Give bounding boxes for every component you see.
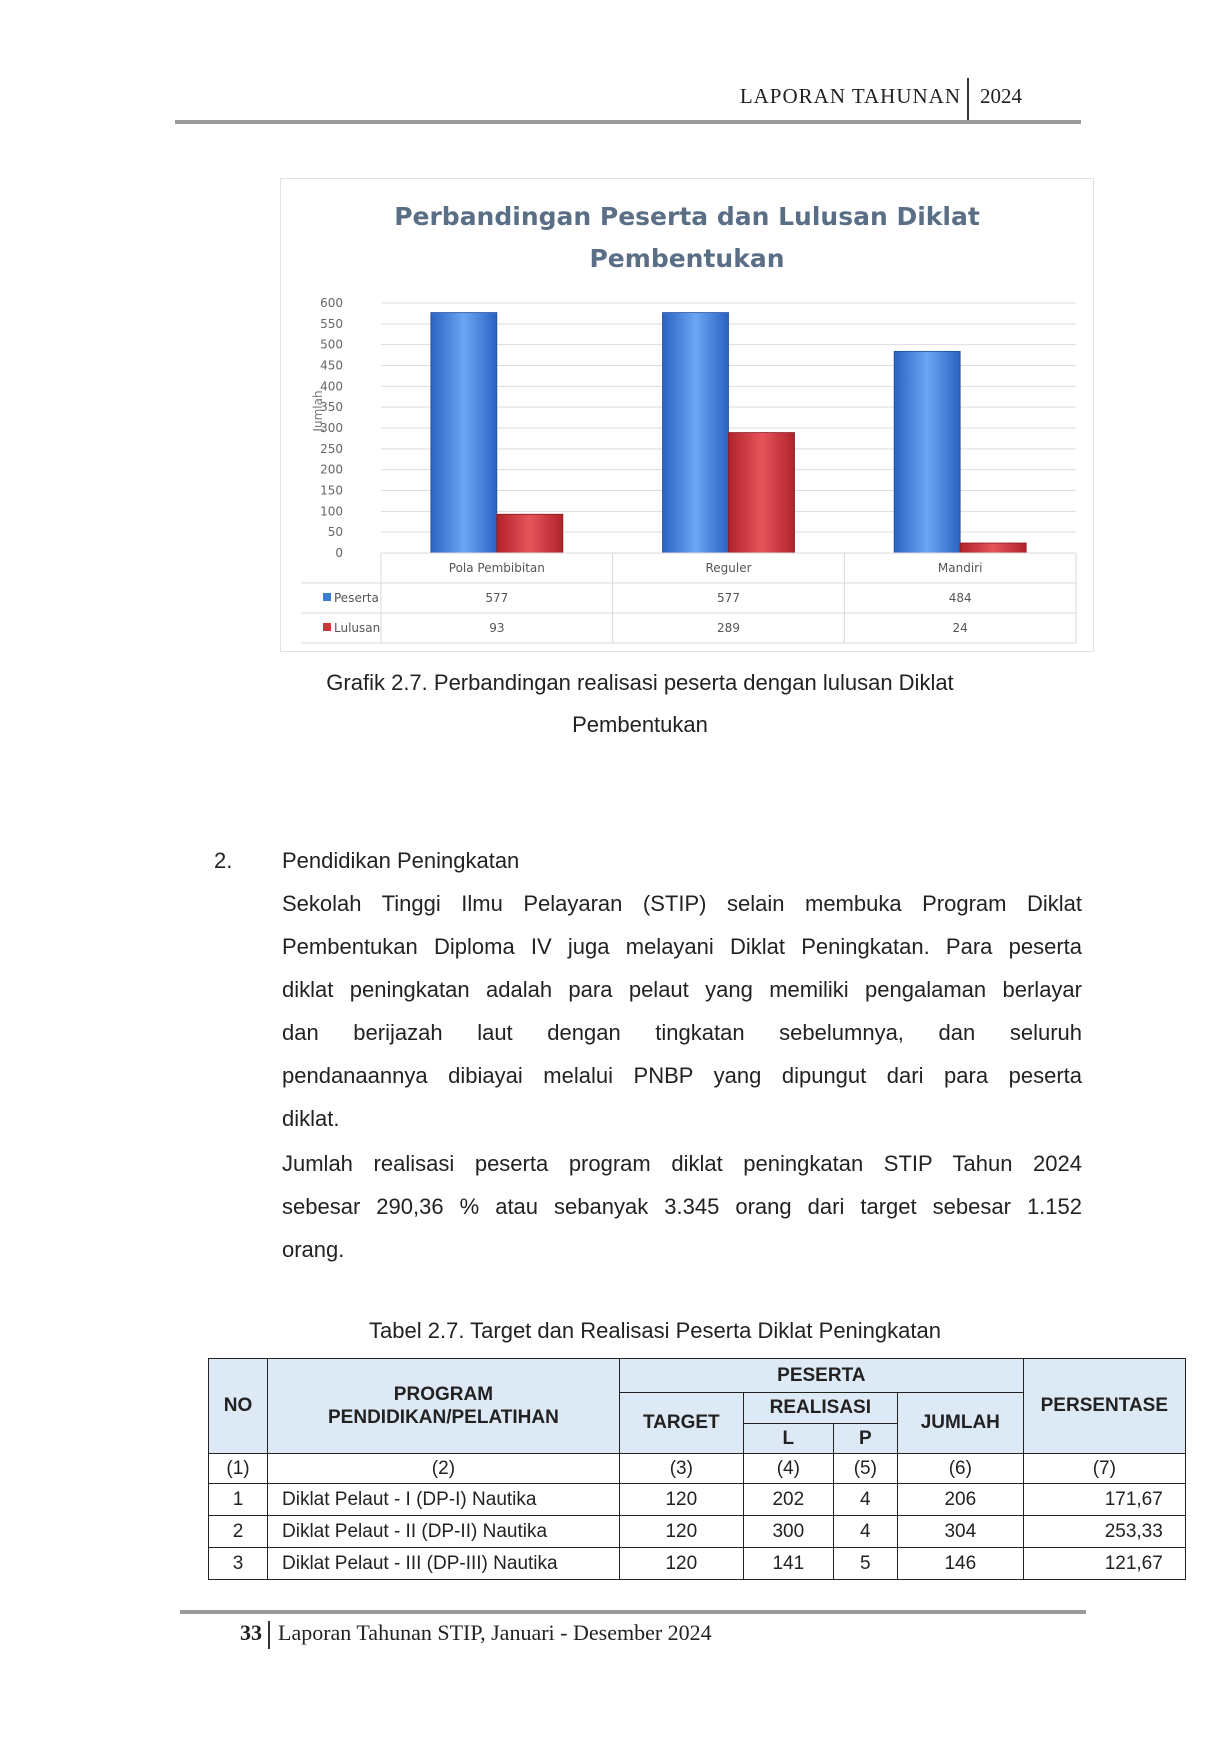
table-row — [209, 1516, 1186, 1548]
header-target: TARGET — [619, 1393, 743, 1454]
table-row — [209, 1548, 1186, 1580]
cell-jumlah: 206 — [897, 1484, 1023, 1516]
cell-program: Diklat Pelaut - II (DP-II) Nautika — [268, 1516, 620, 1548]
y-tick-label: 50 — [327, 525, 343, 540]
cell-no: 2 — [209, 1516, 268, 1548]
legend-key-peserta — [323, 593, 331, 601]
y-tick-label: 450 — [320, 358, 343, 373]
header-program-label: PROGRAM PENDIDIKAN/PELATIHAN — [328, 1384, 559, 1428]
cell-l: 141 — [743, 1548, 833, 1580]
cell-p: 4 — [833, 1516, 897, 1548]
cell-persentase: 253,33 — [1023, 1516, 1185, 1548]
cell-persentase: 171,67 — [1023, 1484, 1185, 1516]
bar-lulusan — [960, 543, 1026, 553]
y-tick-label: 550 — [320, 316, 343, 331]
legend-label: Peserta — [334, 591, 379, 605]
category-label: Pola Pembibitan — [448, 561, 545, 575]
legend-label: Lulusan — [334, 621, 381, 635]
paragraph-line: diklat peningkatan adalah para pelaut yang memiliki pengalaman berlayar — [282, 977, 1082, 1002]
paragraph-line: pendanaannya dibiayai melalui PNBP yang dipungut dari para peserta — [282, 1063, 1082, 1088]
paragraph-line: orang. — [282, 1237, 345, 1262]
cell-p: 4 — [833, 1484, 897, 1516]
y-tick-label: 250 — [320, 441, 343, 456]
data-label: 289 — [717, 621, 740, 635]
cell-jumlah: 146 — [897, 1548, 1023, 1580]
figure-caption-line1: Grafik 2.7. Perbandingan realisasi peserta dengan lulusan Diklat — [326, 670, 954, 695]
category-label: Reguler — [705, 561, 752, 575]
legend-key-lulusan — [323, 623, 331, 631]
header-realisasi: REALISASI — [743, 1393, 897, 1424]
col-number: (1) — [209, 1454, 268, 1484]
header-divider — [967, 78, 969, 122]
cell-target: 120 — [619, 1548, 743, 1580]
col-number: (4) — [743, 1454, 833, 1484]
bar-peserta — [663, 313, 729, 553]
cell-jumlah: 304 — [897, 1516, 1023, 1548]
cell-target: 120 — [619, 1484, 743, 1516]
paragraph-line: sebesar 290,36 % atau sebanyak 3.345 orang dari target sebesar 1.152 — [282, 1194, 1082, 1219]
bar-chart — [281, 179, 1093, 651]
header-peserta: PESERTA — [619, 1359, 1023, 1393]
page-header — [175, 78, 1081, 122]
col-number: (3) — [619, 1454, 743, 1484]
chart-title-line1: Perbandingan Peserta dan Lulusan Diklat — [394, 202, 980, 231]
data-label: 577 — [485, 591, 509, 605]
category-label: Mandiri — [937, 561, 983, 575]
y-tick-label: 400 — [320, 379, 343, 394]
header-persentase: PERSENTASE — [1023, 1359, 1185, 1454]
header-l: L — [743, 1424, 833, 1454]
figure-caption-line2: Pembentukan — [572, 712, 708, 737]
cell-l: 300 — [743, 1516, 833, 1548]
paragraph-line: diklat. — [282, 1106, 340, 1131]
data-label: 93 — [489, 621, 505, 635]
y-tick-label: 350 — [320, 400, 343, 415]
paragraph-line: Jumlah realisasi peserta program diklat peningkatan STIP Tahun 2024 — [282, 1151, 1082, 1176]
data-label: 24 — [952, 621, 968, 635]
cell-no: 1 — [209, 1484, 268, 1516]
paragraph-line: dan berijazah laut dengan tingkatan sebelumnya, dan seluruh — [282, 1020, 1082, 1045]
y-axis-label: Jumlah — [311, 390, 325, 432]
bar-lulusan — [497, 514, 563, 553]
cell-program: Diklat Pelaut - III (DP-III) Nautika — [268, 1548, 620, 1580]
y-tick-label: 200 — [320, 462, 343, 477]
y-tick-label: 300 — [320, 421, 343, 435]
footer-divider — [268, 1621, 270, 1649]
cell-persentase: 121,67 — [1023, 1548, 1185, 1580]
footer-rule — [180, 1610, 1086, 1614]
header-jumlah: JUMLAH — [897, 1393, 1023, 1454]
peningkatan-table — [208, 1358, 1186, 1580]
cell-p: 5 — [833, 1548, 897, 1580]
report-title: LAPORAN TAHUNAN — [739, 84, 961, 108]
y-tick-label: 600 — [320, 296, 343, 310]
chart-title-line2: Pembentukan — [589, 244, 785, 273]
col-number: (7) — [1023, 1454, 1185, 1484]
cell-program: Diklat Pelaut - I (DP-I) Nautika — [268, 1484, 620, 1516]
y-tick-label: 100 — [320, 504, 343, 519]
bar-lulusan — [729, 433, 795, 553]
col-number: (6) — [897, 1454, 1023, 1484]
y-tick-label: 150 — [320, 483, 343, 498]
cell-no: 3 — [209, 1548, 268, 1580]
chart-container — [280, 178, 1094, 652]
cell-l: 202 — [743, 1484, 833, 1516]
col-number: (5) — [833, 1454, 897, 1484]
table-row — [209, 1484, 1186, 1516]
header-program — [268, 1359, 620, 1454]
table-caption: Tabel 2.7. Target dan Realisasi Peserta Diklat Peningkatan — [369, 1318, 941, 1343]
header-p: P — [833, 1424, 897, 1454]
paragraph-line: Pembentukan Diploma IV juga melayani Diklat Peningkatan. Para peserta — [282, 934, 1082, 959]
footer-text: Laporan Tahunan STIP, Januari - Desember 2024 — [278, 1620, 712, 1645]
data-label: 577 — [717, 591, 740, 605]
page-number: 33 — [240, 1620, 262, 1645]
report-year: 2024 — [980, 84, 1022, 108]
col-number: (2) — [268, 1454, 620, 1484]
paragraph-line: Sekolah Tinggi Ilmu Pelayaran (STIP) selain membuka Program Diklat — [282, 891, 1082, 916]
section-heading: Pendidikan Peningkatan — [282, 848, 520, 873]
page-footer — [240, 1620, 712, 1649]
bar-peserta — [431, 313, 497, 553]
data-label: 484 — [948, 591, 972, 605]
y-tick-label: 0 — [335, 546, 343, 560]
paragraph-1 — [282, 882, 1082, 1140]
bar-peserta — [894, 351, 960, 553]
header-rule — [175, 120, 1081, 124]
header-no: NO — [209, 1359, 268, 1454]
y-tick-label: 500 — [320, 337, 343, 352]
paragraph-2 — [282, 1142, 1082, 1271]
section-number: 2. — [214, 848, 233, 873]
cell-target: 120 — [619, 1516, 743, 1548]
